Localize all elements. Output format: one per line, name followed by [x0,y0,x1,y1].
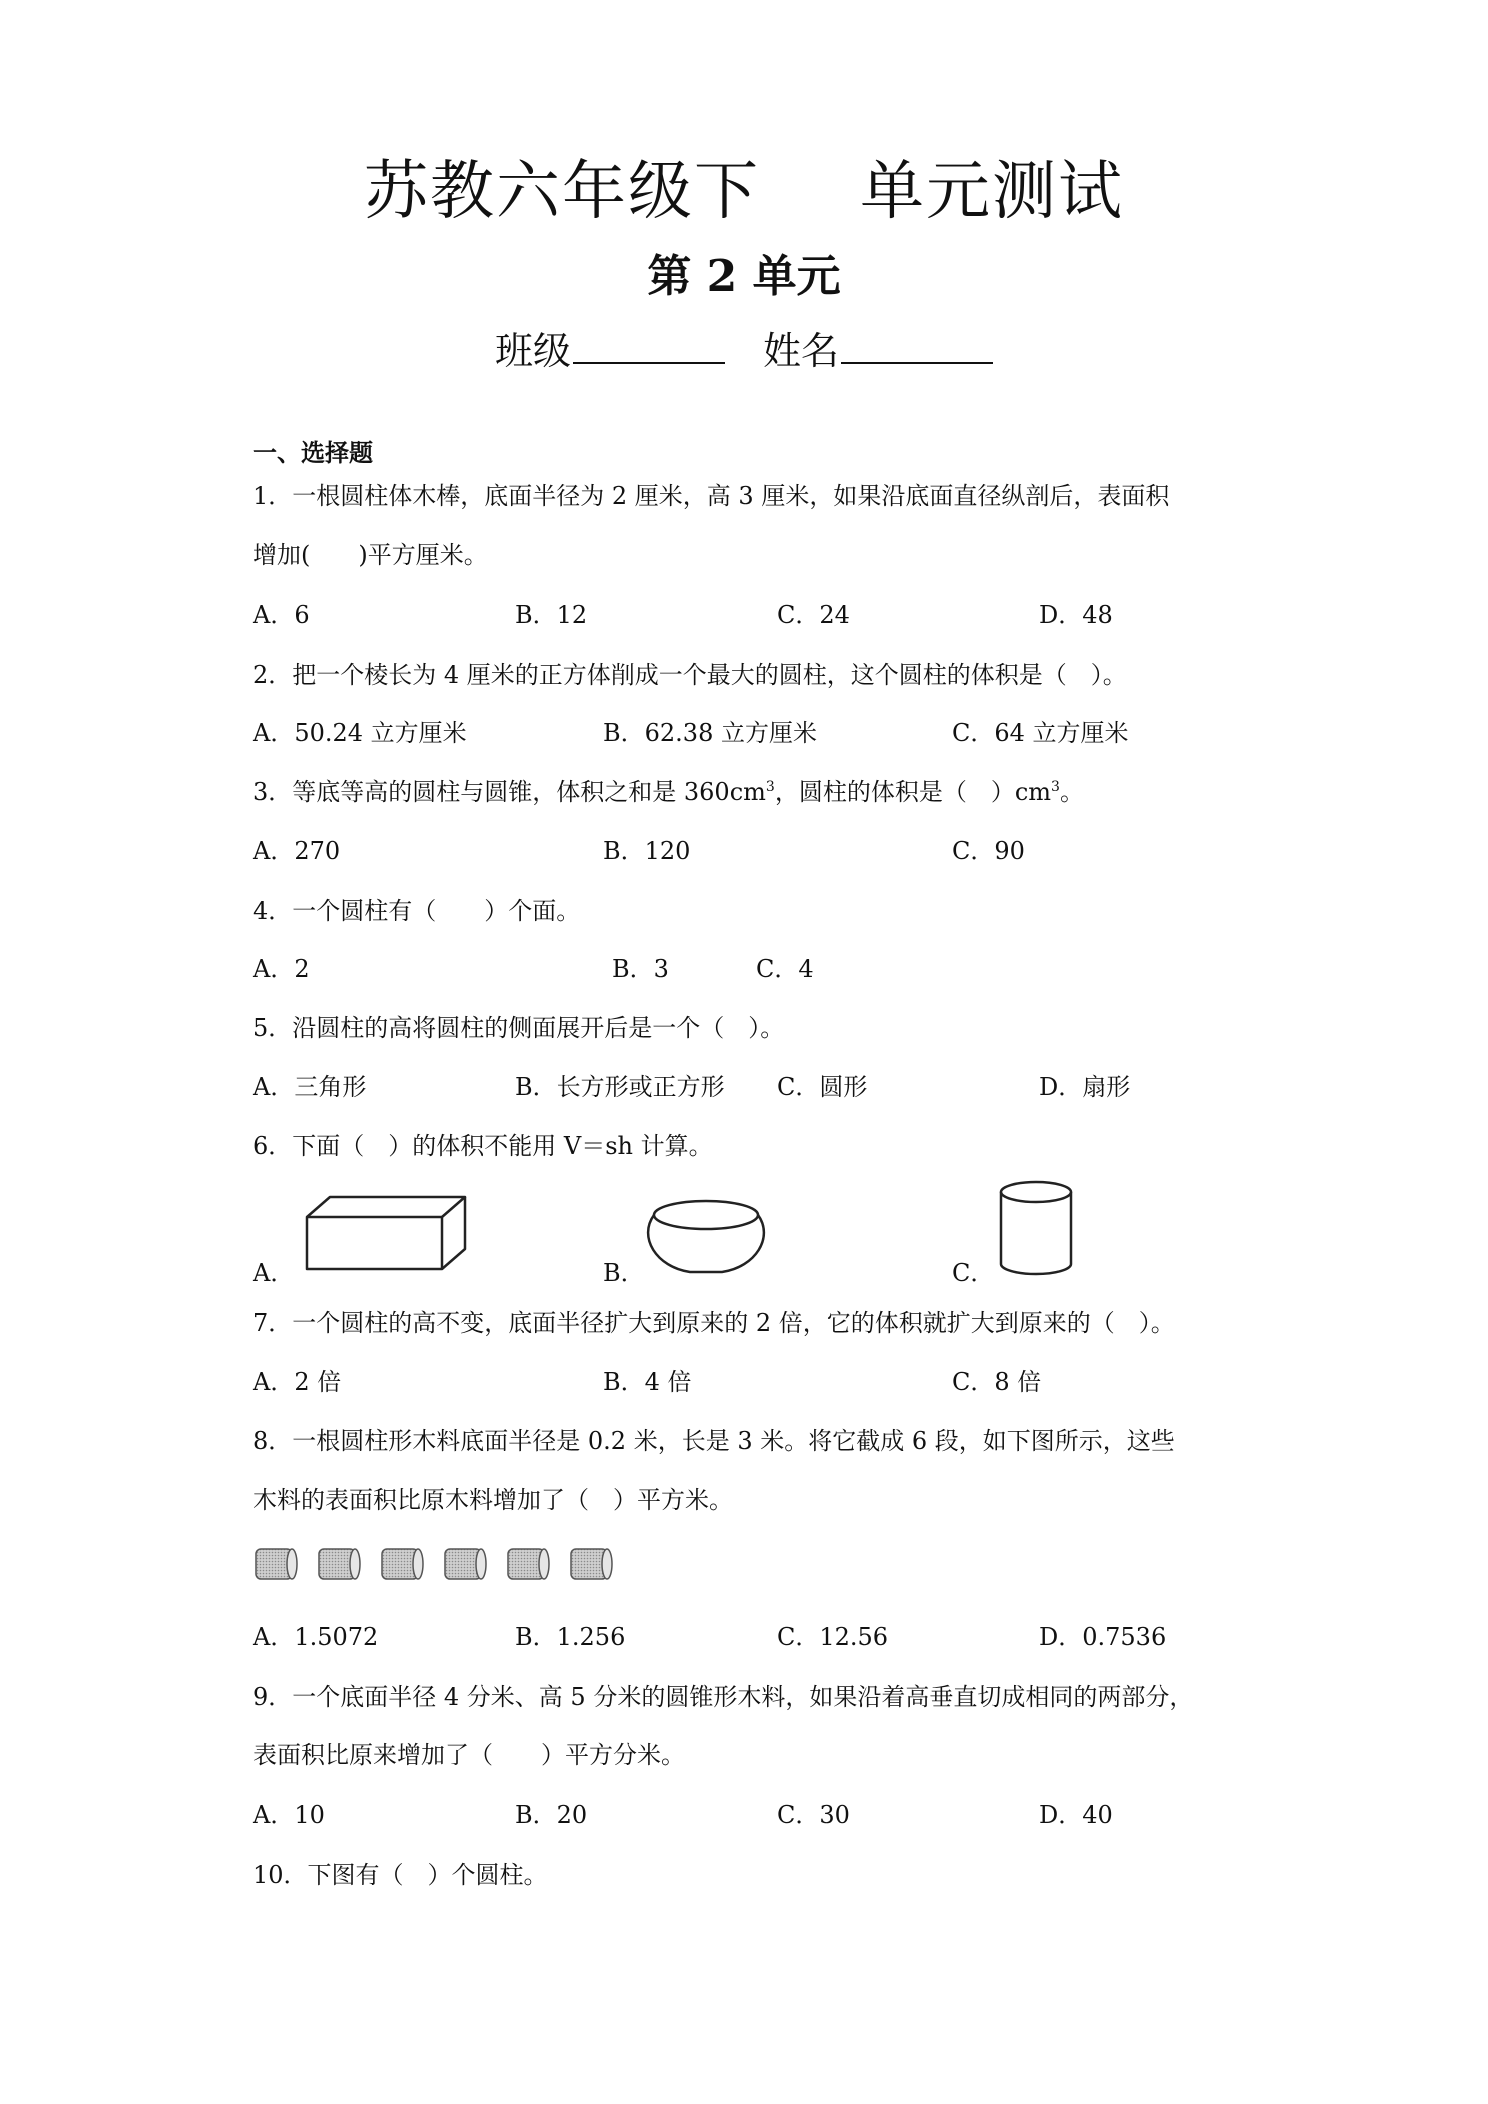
unit-subtitle: 第 2 单元 [647,251,841,302]
title-right: 单元测试 [860,155,1124,229]
log-piece [445,1549,486,1579]
q2-option-b: B．62.38 立方厘米 [603,719,817,747]
question-3 [253,777,1084,807]
q5-option-c: C．圆形 [777,1073,868,1101]
q1-option-a: A．6 [253,601,310,629]
q1-option-b: B．12 [515,601,588,629]
log-pieces-figure [250,1545,620,1585]
q8-option-d: D．0.7536 [1039,1623,1167,1651]
q9-option-b: B．20 [515,1801,588,1829]
q2-option-c: C．64 立方厘米 [952,719,1129,747]
q3-superscript-2: 3 [1051,779,1060,795]
q7-option-b: B．4 倍 [603,1368,692,1396]
q6-option-a: A． [253,1259,295,1287]
student-info-row [0,320,1488,375]
log-piece [508,1549,549,1579]
log-piece [319,1549,360,1579]
log-piece [382,1549,423,1579]
bowl-figure [642,1195,770,1277]
page-title [0,140,1488,232]
q8-option-b: B．1.256 [515,1623,626,1651]
q8-option-c: C．12.56 [777,1623,889,1651]
question-9-line-1: 9．一个底面半径 4 分米、高 5 分米的圆锥形木料，如果沿着高垂直切成相同的两部分， [253,1683,1194,1711]
q6-option-c: C． [952,1259,995,1287]
question-1-line-1: 1．一根圆柱体木棒，底面半径为 2 厘米，高 3 厘米，如果沿底面直径纵剖后，表面积 [253,482,1170,510]
cuboid-figure [300,1192,470,1274]
q9-option-d: D．40 [1039,1801,1113,1829]
class-label: 班级 [494,329,571,373]
q3-text-part-3: 。 [1059,778,1084,806]
q2-option-a: A．50.24 立方厘米 [253,719,467,747]
q6-option-b: B． [603,1259,645,1287]
cylinder-figure [995,1178,1077,1280]
question-9-line-2: 表面积比原来增加了（ ）平方分米。 [253,1741,685,1769]
question-4: 4．一个圆柱有（ ）个面。 [253,897,581,925]
question-8-line-2: 木料的表面积比原木料增加了（ ）平方米。 [253,1486,733,1514]
q3-text-part-2: ，圆柱的体积是（ ）cm [774,778,1052,806]
q4-option-b: B．3 [612,955,669,983]
q3-text-part-1: 3．等底等高的圆柱与圆锥，体积之和是 360cm [253,778,766,806]
q7-option-c: C．8 倍 [952,1368,1042,1396]
name-label: 姓名 [763,329,840,373]
q3-superscript-1: 3 [765,779,775,795]
q9-option-c: C．30 [777,1801,850,1829]
question-8-line-1: 8．一根圆柱形木料底面半径是 0.2 米，长是 3 米。将它截成 6 段，如下图所示，这些 [253,1427,1175,1455]
q9-option-a: A．10 [253,1801,325,1829]
log-piece [571,1549,612,1579]
question-10: 10．下图有（ ）个圆柱。 [253,1861,548,1889]
question-1-line-2: 增加( )平方厘米。 [253,541,488,569]
question-5: 5．沿圆柱的高将圆柱的侧面展开后是一个（ ）。 [253,1014,785,1042]
question-6: 6．下面（ ）的体积不能用 V＝sh 计算。 [253,1132,713,1160]
section-title: 一、选择题 [253,439,373,467]
q5-option-a: A．三角形 [253,1073,367,1101]
log-piece [256,1549,297,1579]
name-blank[interactable] [841,328,993,364]
q3-option-b: B．120 [603,837,691,865]
q5-option-b: B．长方形或正方形 [515,1073,725,1101]
question-7: 7．一个圆柱的高不变，底面半径扩大到原来的 2 倍，它的体积就扩大到原来的（ ）。 [253,1309,1175,1337]
q3-option-c: C．90 [952,837,1025,865]
q4-option-c: C．4 [756,955,814,983]
question-2: 2．把一个棱长为 4 厘米的正方体削成一个最大的圆柱，这个圆柱的体积是（ ）。 [253,661,1127,689]
title-left: 苏教六年级下 [364,155,760,229]
class-blank[interactable] [573,328,725,364]
q4-option-a: A．2 [253,955,310,983]
q8-option-a: A．1.5072 [253,1623,379,1651]
q3-option-a: A．270 [253,837,341,865]
q5-option-d: D．扇形 [1039,1073,1131,1101]
q1-option-d: D．48 [1039,601,1113,629]
q7-option-a: A．2 倍 [253,1368,342,1396]
q1-option-c: C．24 [777,601,850,629]
